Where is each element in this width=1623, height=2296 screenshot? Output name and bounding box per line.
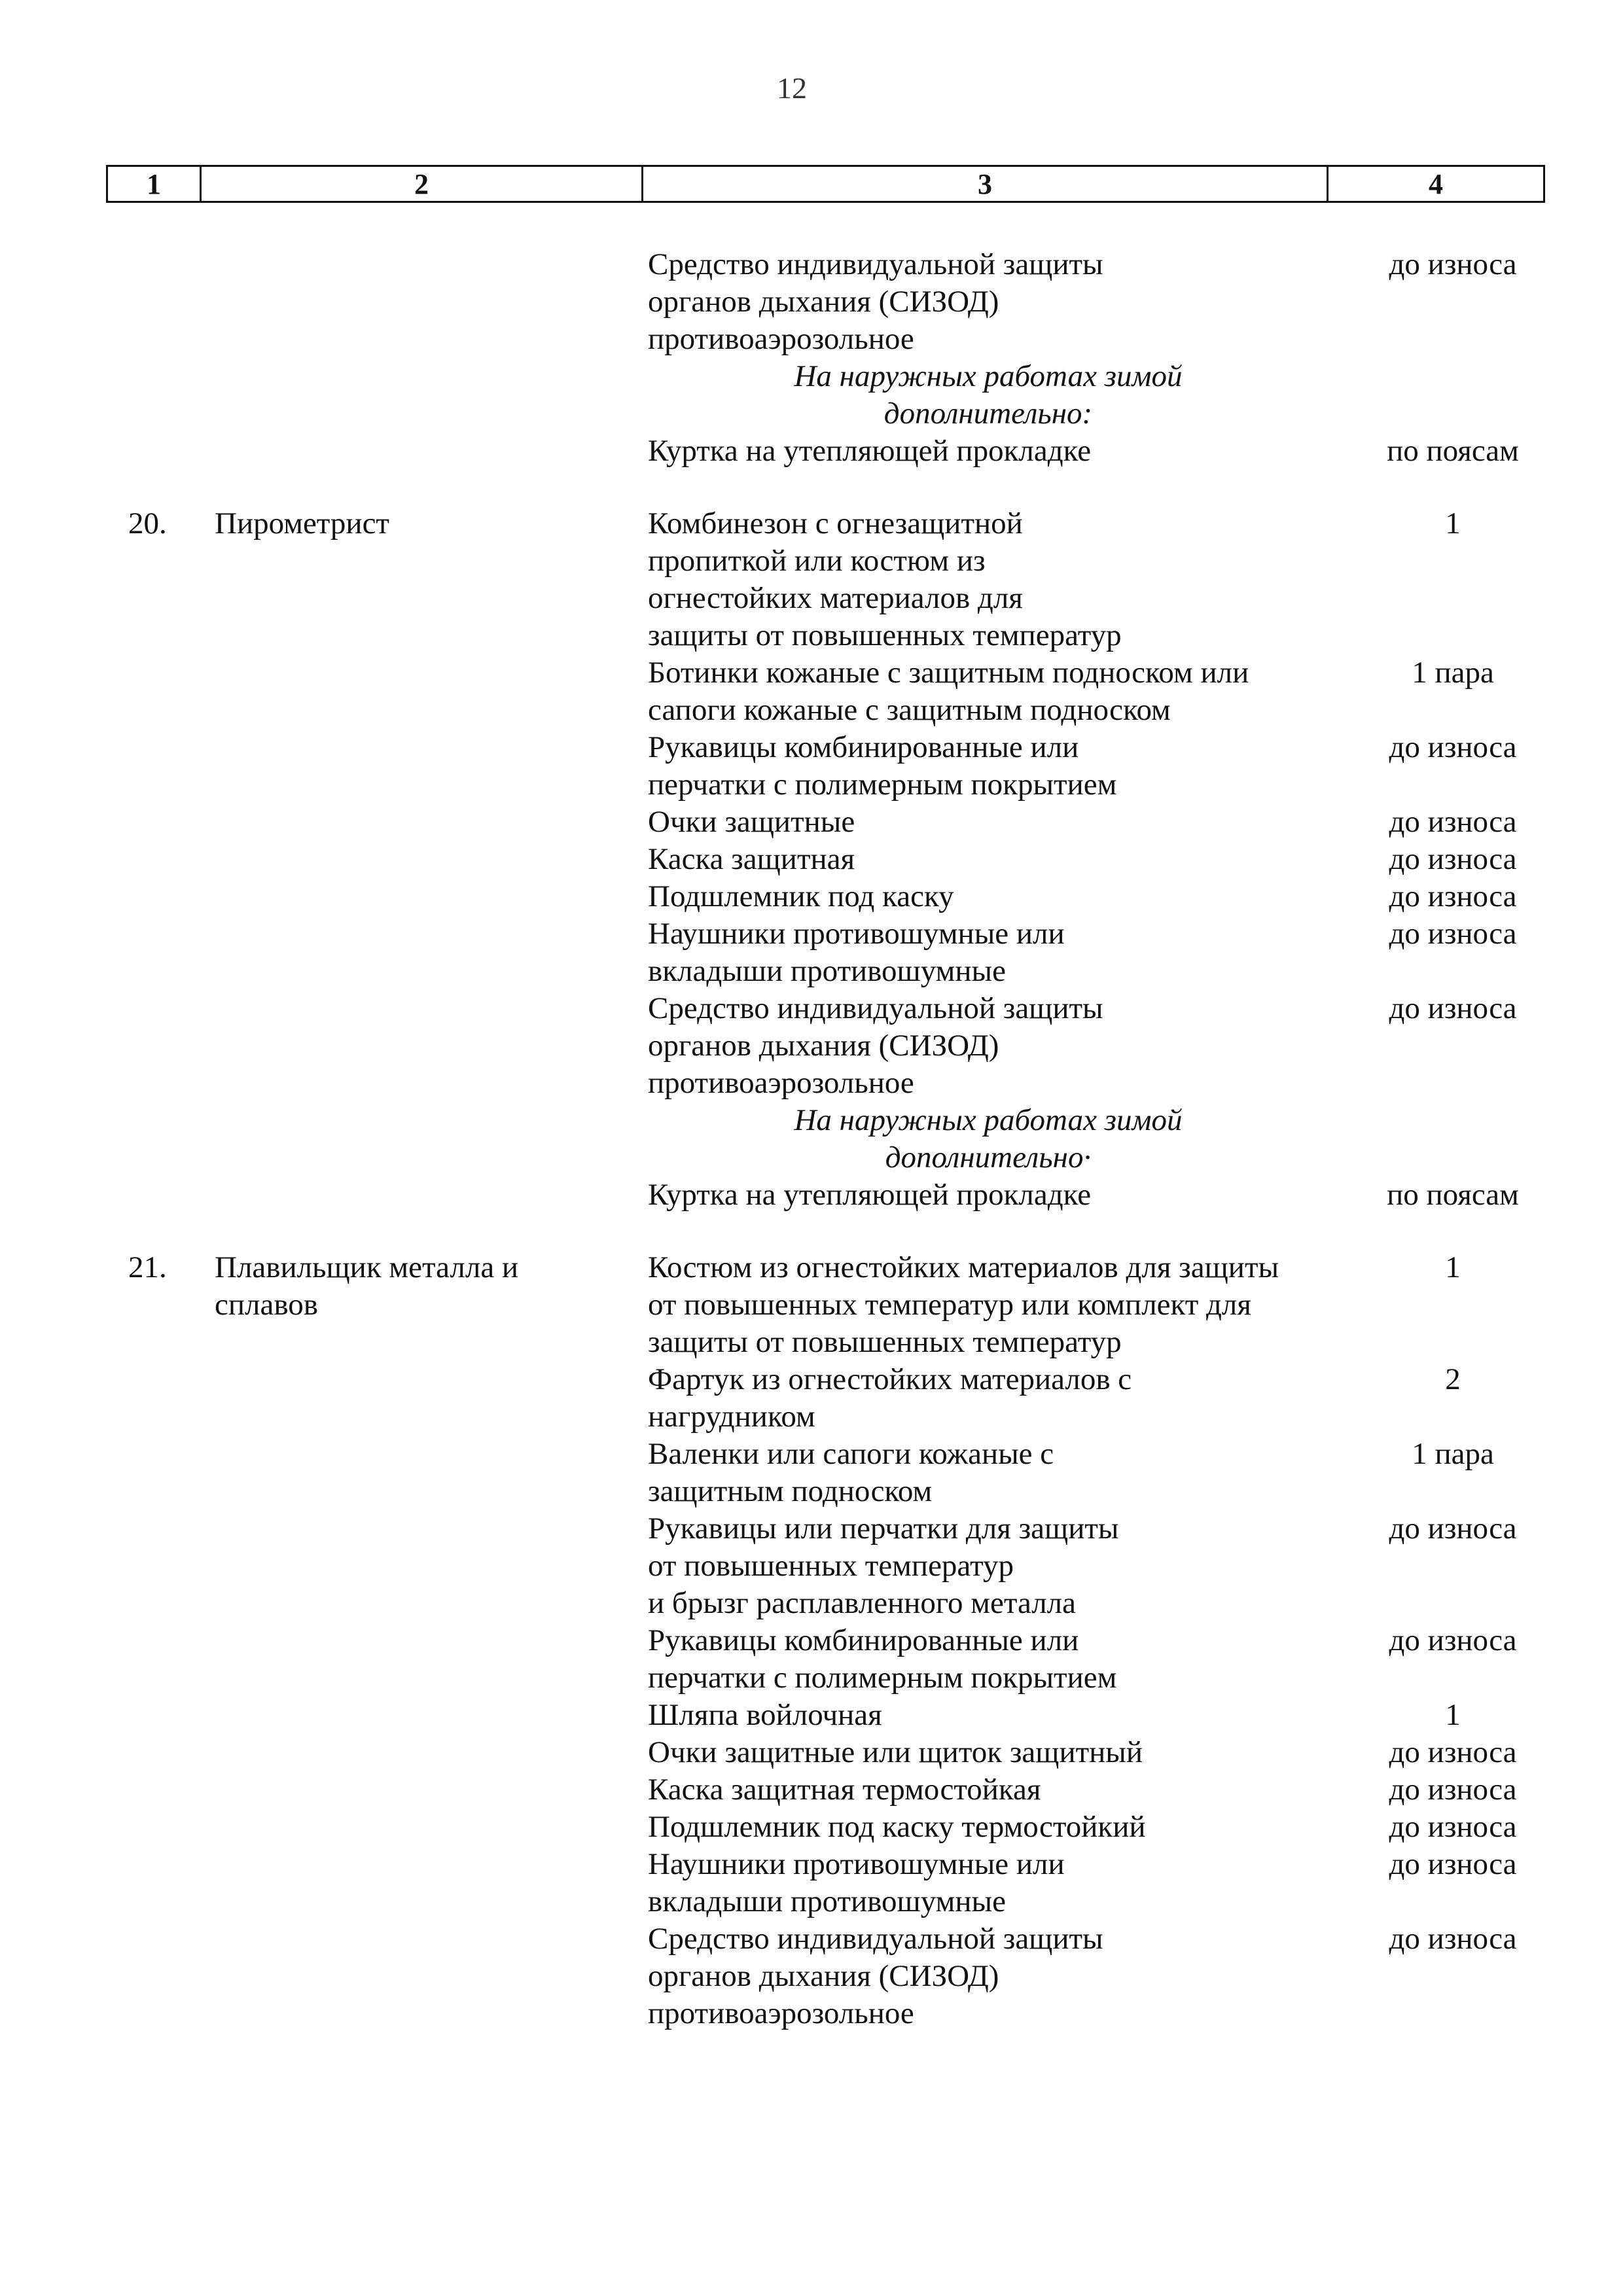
ppe-item-quantity: до износа [1389, 1623, 1517, 1657]
ppe-item [0, 505, 1623, 654]
ppe-item-quantity: до износа [1389, 842, 1517, 876]
ppe-item-description: Комбинезон с огнезащитной пропиткой или костюм из огнестойких материалов для защиты от повышенных температур [648, 506, 1122, 652]
ppe-item-quantity: до износа [1389, 1847, 1517, 1881]
ppe-item [0, 1920, 1623, 2032]
ppe-item [0, 915, 1623, 990]
column-header-1: 1 [107, 166, 201, 202]
ppe-item-description: Каска защитная [648, 842, 855, 876]
ppe-item-description: Рукавицы или перчатки для защиты от повышенных температур и брызг расплавленного металла [648, 1511, 1119, 1620]
entry-spacer [0, 470, 1623, 505]
ppe-item-description: Шляпа войлочная [648, 1698, 882, 1732]
ppe-item-quantity: до износа [1389, 917, 1517, 951]
profession-name: Пирометрист [215, 506, 389, 540]
ppe-item-quantity: до износа [1389, 991, 1517, 1025]
ppe-item-quantity: до износа [1389, 1773, 1517, 1807]
entry-spacer [0, 1214, 1623, 1249]
ppe-item-description: Средство индивидуальной защиты органов дыхания (СИЗОД) противоаэрозольное [648, 1922, 1103, 2030]
ppe-item [0, 1361, 1623, 1436]
ppe-item-quantity: до износа [1389, 247, 1517, 281]
ppe-item [0, 1771, 1623, 1809]
ppe-item [0, 1734, 1623, 1771]
profession-entry [0, 1249, 1623, 2032]
ppe-item [0, 1249, 1623, 1361]
condition-note: На наружных работах зимой дополнительно: [794, 359, 1183, 431]
ppe-item-quantity: до износа [1389, 805, 1517, 839]
ppe-item-quantity: до износа [1389, 1810, 1517, 1844]
column-header-table [106, 165, 1545, 203]
ppe-item-quantity: до износа [1389, 1511, 1517, 1545]
ppe-item-description: Фартук из огнестойких материалов с нагрудником [648, 1362, 1132, 1434]
entry-number: 20. [128, 506, 167, 540]
ppe-item [0, 729, 1623, 804]
ppe-item-description: Подшлемник под каску термостойкий [648, 1810, 1146, 1844]
ppe-item-description: Костюм из огнестойких материалов для защиты от повышенных температур или комплект для защиты от повышенных температур [648, 1250, 1279, 1359]
ppe-item-description: Средство индивидуальной защиты органов дыхания (СИЗОД) противоаэрозольное [648, 991, 1103, 1100]
ppe-list [0, 246, 1623, 2032]
ppe-item-description: Каска защитная термостойкая [648, 1773, 1041, 1807]
column-header-2: 2 [201, 166, 643, 202]
ppe-item-description: Куртка на утепляющей прокладке [648, 434, 1092, 468]
ppe-item [0, 990, 1623, 1102]
ppe-item [0, 878, 1623, 915]
ppe-item-description: Очки защитные или щиток защитный [648, 1735, 1143, 1769]
ppe-item-description: Валенки или сапоги кожаные с защитным подноском [648, 1437, 1054, 1508]
column-header-4: 4 [1328, 166, 1544, 202]
ppe-item [0, 1176, 1623, 1214]
ppe-item-quantity: по поясам [1387, 434, 1519, 468]
profession-entry [0, 505, 1623, 1214]
profession-name: Плавильщик металла и сплавов [215, 1250, 519, 1322]
ppe-item [0, 654, 1623, 729]
ppe-item-quantity: по поясам [1387, 1178, 1519, 1212]
ppe-item [0, 1846, 1623, 1920]
entry-number: 21. [128, 1250, 167, 1284]
ppe-item-description: Очки защитные [648, 805, 855, 839]
ppe-item-quantity: до износа [1389, 1735, 1517, 1769]
ppe-item-description: Подшлемник под каску [648, 879, 954, 913]
ppe-item-description: Рукавицы комбинированные или перчатки с полимерным покрытием [648, 1623, 1117, 1695]
ppe-item-quantity: 1 пара [1412, 1437, 1494, 1471]
ppe-item [0, 841, 1623, 878]
ppe-item-description: Средство индивидуальной защиты органов дыхания (СИЗОД) противоаэрозольное [648, 247, 1103, 356]
ppe-item-quantity: 2 [1445, 1362, 1461, 1396]
page-number: 12 [777, 71, 807, 105]
ppe-item-description: Куртка на утепляющей прокладке [648, 1178, 1092, 1212]
ppe-item-quantity: 1 пара [1412, 656, 1494, 690]
ppe-item-description: Ботинки кожаные с защитным подноском или сапоги кожаные с защитным подноском [648, 656, 1249, 727]
condition-note: На наружных работах зимой дополнительно· [794, 1103, 1183, 1174]
ppe-item-quantity: 1 [1445, 1250, 1461, 1284]
ppe-item-quantity: до износа [1389, 879, 1517, 913]
ppe-item-description: Наушники противошумные или вкладыши противошумные [648, 917, 1065, 988]
column-header-3: 3 [643, 166, 1328, 202]
profession-entry [0, 246, 1623, 470]
ppe-item [0, 1697, 1623, 1734]
ppe-item-quantity: 1 [1445, 1698, 1461, 1732]
ppe-item-description: Рукавицы комбинированные или перчатки с полимерным покрытием [648, 730, 1117, 802]
ppe-item-description: Наушники противошумные или вкладыши противошумные [648, 1847, 1065, 1918]
ppe-item [0, 1809, 1623, 1846]
ppe-item-quantity: до износа [1389, 730, 1517, 764]
ppe-item [0, 433, 1623, 470]
ppe-item [0, 1622, 1623, 1697]
ppe-item-quantity: до износа [1389, 1922, 1517, 1956]
ppe-item [0, 1436, 1623, 1510]
ppe-item [0, 246, 1623, 358]
ppe-item-quantity: 1 [1445, 506, 1461, 540]
ppe-item [0, 804, 1623, 841]
ppe-item [0, 1510, 1623, 1622]
column-header-row [107, 166, 1544, 202]
